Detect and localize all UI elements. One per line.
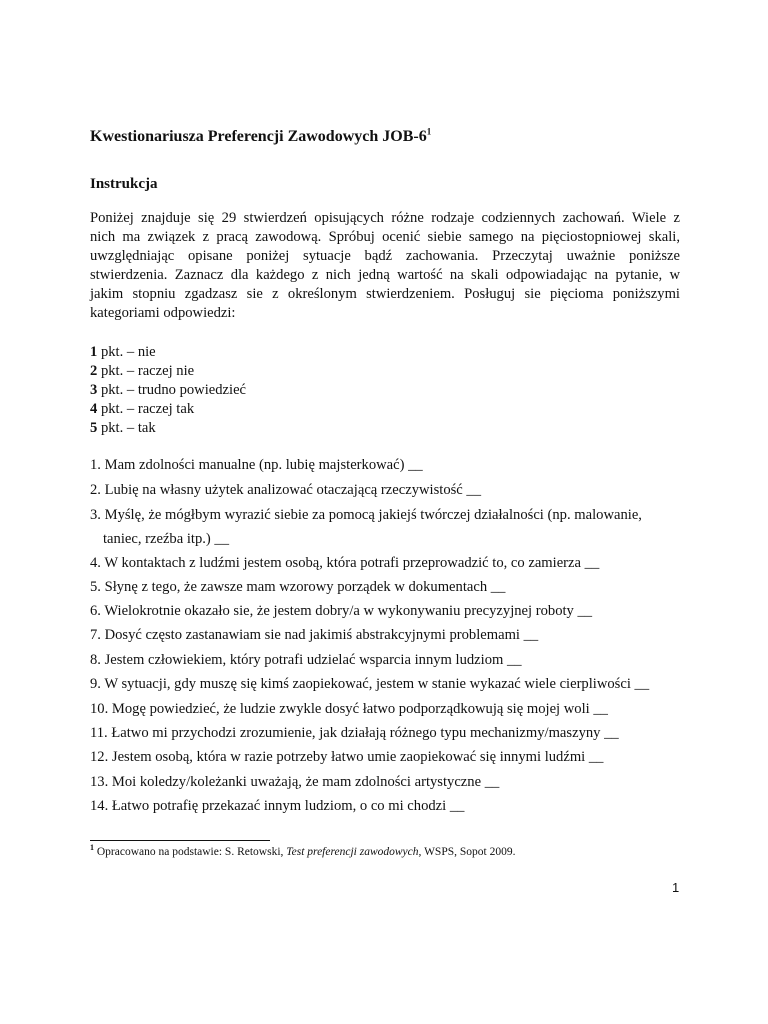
instruction-line: nich ma związek z pracą zawodową. Spróbuj ocenić siebie samego na pięciostopniowej skali, <box>90 229 680 245</box>
document-title <box>90 128 431 146</box>
footnote-divider <box>90 840 270 841</box>
statement-item: 1. Mam zdolności manualne (np. lubię majsterkować) __ <box>90 457 423 473</box>
scale-label: pkt. – trudno powiedzieć <box>97 382 247 398</box>
scale-points: 4 <box>90 401 98 417</box>
scale-item <box>90 343 246 362</box>
statement-item-continuation: taniec, rzeźba itp.) __ <box>103 531 230 547</box>
scale-label: pkt. – raczej tak <box>97 401 195 417</box>
statement-item: 12. Jestem osobą, która w razie potrzeby łatwo umie zaopiekować się innymi ludźmi __ <box>90 749 604 765</box>
title-footnote-mark: 1 <box>426 126 432 137</box>
footnote-mark: 1 <box>90 843 94 853</box>
statement-item: 5. Słynę z tego, że zawsze mam wzorowy porządek w dokumentach __ <box>90 579 506 595</box>
footnote-suffix: WSPS, Sopot 2009. <box>421 846 516 858</box>
footnote-prefix: Opracowano na podstawie: S. Retowski, <box>94 846 287 858</box>
instruction-line: jakim stopniu zgadzasz sie z określonym stwierdzeniem. Posługuj sie pięcioma poniższymi <box>90 286 680 302</box>
statement-item: 13. Moi koledzy/koleżanki uważają, że mam zdolności artystyczne __ <box>90 774 500 790</box>
scale-label: pkt. – tak <box>97 420 156 436</box>
instruction-line: Poniżej znajduje się 29 stwierdzeń opisujących różne rodzaje codziennych zachowań. Wiele z <box>90 210 680 226</box>
footnote-title: Test preferencji zawodowych, <box>286 846 422 858</box>
statement-item: 6. Wielokrotnie okazało sie, że jestem dobry/a w wykonywaniu precyzyjnej roboty __ <box>90 603 593 619</box>
statement-item: 2. Lubię na własny użytek analizować otaczającą rzeczywistość __ <box>90 482 482 498</box>
statement-item: 14. Łatwo potrafię przekazać innym ludziom, o co mi chodzi __ <box>90 798 465 814</box>
statement-item: 9. W sytuacji, gdy muszę się kimś zaopiekować, jestem w stanie wykazać wiele cierpliwości __ <box>90 676 650 692</box>
instruction-line: kategoriami odpowiedzi: <box>90 305 236 321</box>
statement-item: 11. Łatwo mi przychodzi zrozumienie, jak działają różnego typu mechanizmy/maszyny __ <box>90 725 619 741</box>
statement-item: 4. W kontaktach z ludźmi jestem osobą, która potrafi przeprowadzić to, co zamierza __ <box>90 555 600 571</box>
scale-label: pkt. – raczej nie <box>97 363 195 379</box>
statement-item: 3. Myślę, że mógłbym wyrazić siebie za pomocą jakiejś twórczej działalności (np. malowanie, <box>90 507 642 523</box>
scale-points: 2 <box>90 363 98 379</box>
statement-item: 10. Mogę powiedzieć, że ludzie zwykle dosyć łatwo podporządkowują się mojej woli __ <box>90 701 608 717</box>
title-text: Kwestionariusza Preferencji Zawodowych JOB-6 <box>90 128 427 145</box>
scale-item <box>90 419 246 438</box>
statement-item: 8. Jestem człowiekiem, który potrafi udzielać wsparcia innym ludziom __ <box>90 652 522 668</box>
scale-item <box>90 362 246 381</box>
scale-label: pkt. – nie <box>97 344 156 360</box>
page-number: 1 <box>672 880 680 895</box>
instruction-line: uwzględniając opisane poniżej sytuacje bądź zachowania. Przeczytaj uważnie poniższe <box>90 248 680 264</box>
scale-item <box>90 400 246 419</box>
scale-points: 1 <box>90 344 98 360</box>
scale-item <box>90 381 246 400</box>
statement-item: 7. Dosyć często zastanawiam sie nad jakimiś abstrakcyjnymi problemami __ <box>90 627 539 643</box>
scale-points: 5 <box>90 420 98 436</box>
instruction-paragraph <box>90 209 680 323</box>
scale-points: 3 <box>90 382 98 398</box>
section-heading: Instrukcja <box>90 176 158 192</box>
instruction-line: stwierdzenia. Zaznacz dla każdego z nich jedną wartość na skali odpowiadając na pytanie, w <box>90 267 680 283</box>
answer-scale <box>90 343 246 438</box>
footnote <box>90 843 516 858</box>
